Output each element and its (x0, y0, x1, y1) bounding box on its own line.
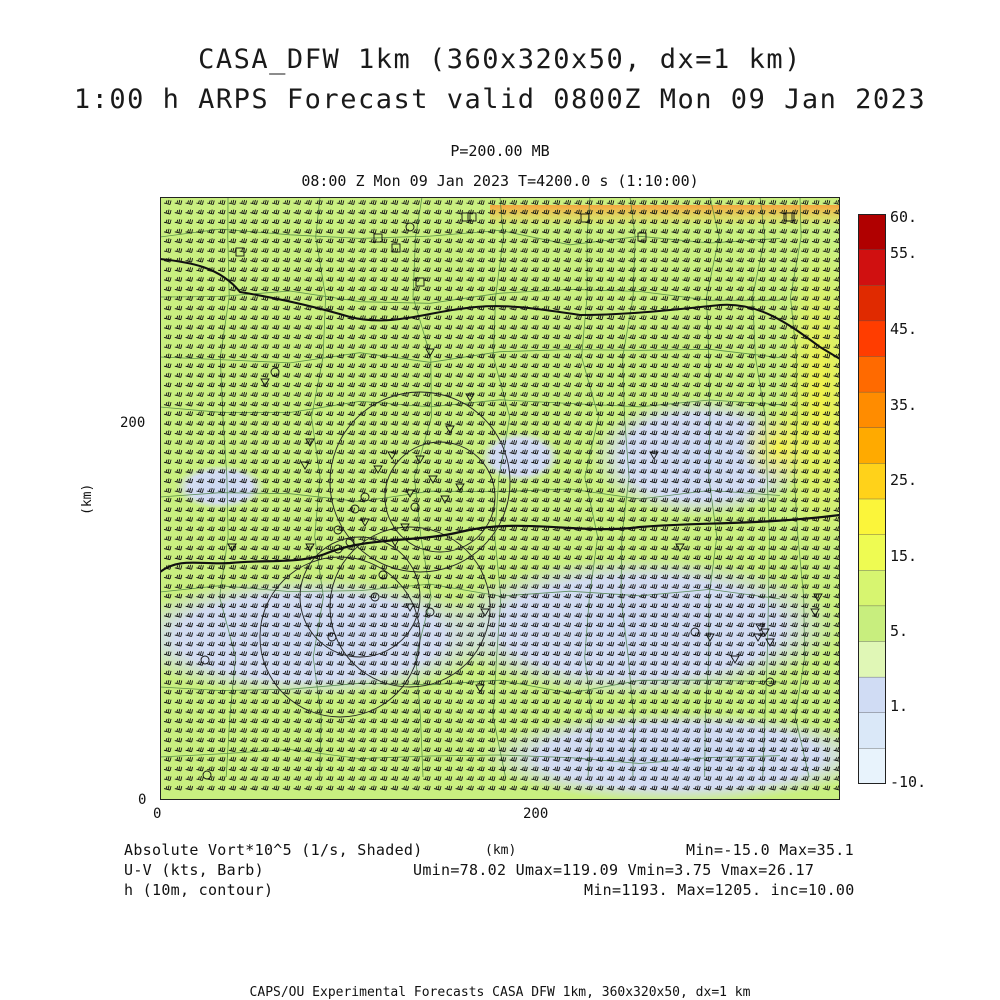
x-axis-label: (km) (485, 843, 517, 858)
colorbar-label-neg10: -10. (890, 773, 927, 791)
colorbar-cell (858, 606, 886, 642)
high-vorticity-region (740, 407, 820, 487)
title-line-2: 1:00 h ARPS Forecast valid 0800Z Mon 09 Jan 2023 (73, 84, 927, 115)
colorbar-cell (858, 463, 886, 499)
x-tick-200: 200 (523, 806, 549, 822)
height-stats: Min=1193. Max=1205. inc=10.00 (584, 881, 855, 899)
colorbar-cell (858, 250, 886, 286)
colorbar-cell (858, 570, 886, 606)
height-legend-label: h (10m, contour) (124, 881, 274, 899)
colorbar (858, 214, 886, 784)
colorbar-label-5: 5. (890, 622, 909, 640)
colorbar-cell (858, 321, 886, 357)
pressure-level: P=200.00 MB (450, 142, 550, 160)
title-line-1: CASA_DFW 1km (360x320x50, dx=1 km) (198, 44, 802, 75)
wind-legend-label: U-V (kts, Barb) (124, 861, 264, 879)
colorbar-label-60: 60. (890, 208, 918, 226)
colorbar-cell (858, 392, 886, 428)
colorbar-cell (858, 285, 886, 321)
wind-stats: Umin=78.02 Umax=119.09 Vmin=3.75 Vmax=26.17 (413, 861, 815, 879)
colorbar-label-35: 35. (890, 396, 918, 414)
forecast-map (160, 197, 840, 800)
colorbar-label-1: 1. (890, 697, 909, 715)
colorbar-cell (858, 642, 886, 678)
valid-time-info: 08:00 Z Mon 09 Jan 2023 T=4200.0 s (1:10:00) (301, 172, 699, 190)
colorbar-cell (858, 499, 886, 535)
x-tick-0: 0 (153, 806, 162, 822)
y-tick-0: 0 (138, 792, 147, 808)
y-tick-200: 200 (120, 415, 146, 431)
vorticity-stats: Min=-15.0 Max=35.1 (686, 841, 854, 859)
colorbar-label-15: 15. (890, 547, 918, 565)
colorbar-cell (858, 357, 886, 393)
colorbar-cell (858, 428, 886, 464)
credit-line: CAPS/OU Experimental Forecasts CASA DFW 1km, 360x320x50, dx=1 km (249, 985, 751, 1000)
colorbar-cell (858, 713, 886, 749)
colorbar-label-45: 45. (890, 320, 918, 338)
low-vorticity-region (480, 432, 560, 482)
colorbar-cell (858, 748, 886, 784)
colorbar-cell (858, 677, 886, 713)
colorbar-cell (858, 214, 886, 250)
colorbar-cell (858, 535, 886, 571)
vorticity-legend-label: Absolute Vort*10^5 (1/s, Shaded) (124, 841, 423, 859)
colorbar-label-25: 25. (890, 471, 918, 489)
y-axis-label: (km) (80, 483, 95, 515)
colorbar-label-55: 55. (890, 244, 918, 262)
